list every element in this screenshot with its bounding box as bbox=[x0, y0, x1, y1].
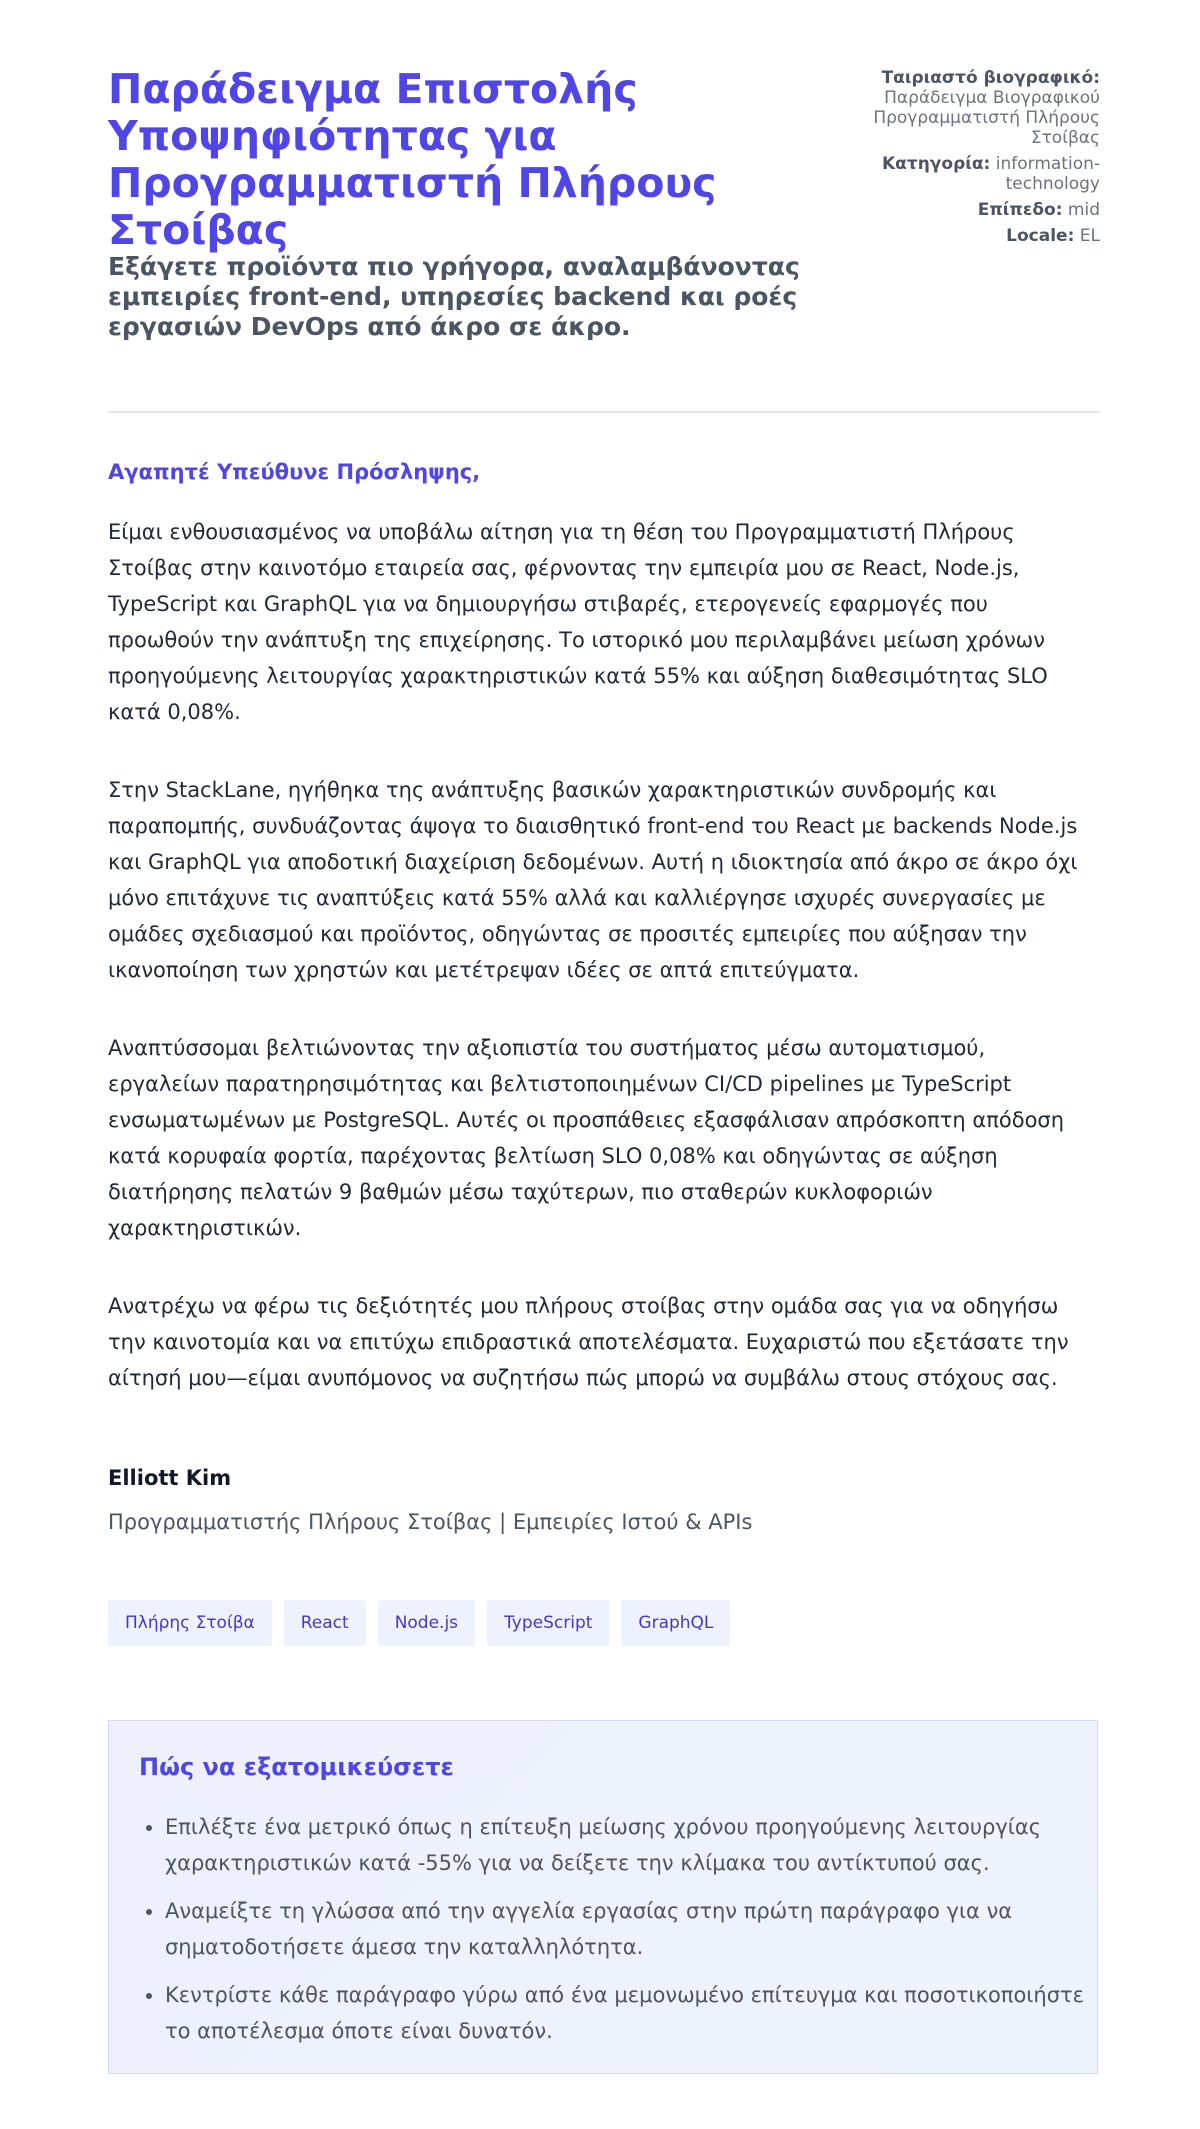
tag-graphql: GraphQL bbox=[621, 1600, 730, 1646]
letter-paragraph: Είμαι ενθουσιασμένος να υποβάλω αίτηση για τη θέση του Προγραμματιστή Πλήρους Στοίβας στην καινοτόμο εταιρεία σας, φέρνοντας την εμπειρία μου σε React, Node.js, TypeScript και GraphQL για να δημιουργήσω στιβαρές, ετερογενείς εφαρμογές που προωθούν την ανάπτυξη της επιχείρησης. Το ιστορικό μου περιλαμβάνει μείωση χρόνων προηγούμενης λειτουργίας χαρακτηριστικών κατά 55% και αύξηση διαθεσιμότητας SLO κατά 0,08%. bbox=[108, 520, 1048, 724]
tips-list-item: • Επιλέξτε ένα μετρικό όπως η επίτευξη μείωσης χρόνου προηγούμενης λειτουργίας χαρακτηριστικών κατά -55% για να δείξετε την κλίμακα του αντίκτυπού σας. bbox=[165, 1809, 1085, 1881]
page-subtitle: Εξάγετε προϊόντα πιο γρήγορα, αναλαμβάνοντας εμπειρίες front-end, υπηρεσίες backend και ροές εργασιών DevOps από άκρο σε άκρο. bbox=[108, 252, 800, 341]
page-title: Παράδειγμα Επιστολής Υποψηφιότητας για Προγραμματιστή Πλήρους Στοίβας bbox=[108, 65, 717, 254]
signature-name: Elliott Kim bbox=[108, 1466, 232, 1490]
meta-category-value: information-technology bbox=[995, 154, 1100, 194]
meta-category bbox=[840, 154, 1100, 194]
tag-nodejs: Node.js bbox=[378, 1600, 475, 1646]
meta-resume-value: Παράδειγμα Βιογραφικού Προγραμματιστή Πλήρους Στοίβας bbox=[873, 88, 1100, 148]
tips-list bbox=[139, 1809, 1085, 2061]
meta-level-value: mid bbox=[1067, 200, 1100, 220]
meta-locale-label: Locale: bbox=[1006, 226, 1075, 246]
letter-paragraph: Στην StackLane, ηγήθηκα της ανάπτυξης βασικών χαρακτηριστικών συνδρομής και παραπομπής, συνδυάζοντας άψογα το διαισθητικό front-end του React με backends Node.js και GraphQL για αποδοτική διαχείριση δεδομένων. Αυτή η ιδιοκτησία από άκρο σε άκρο όχι μόνο επιτάχυνε τις αναπτύξεις κατά 55% αλλά και καλλιέργησε ισχυρές συνεργασίες με ομάδες σχεδιασμού και προϊόντος, οδηγώντας σε προσιτές εμπειρίες που αύξησαν την ικανοποίηση των χρηστών και μετέτρεψαν ιδέες σε απτά επιτεύγματα. bbox=[108, 778, 1078, 982]
meta-resume bbox=[840, 68, 1100, 148]
meta-panel bbox=[840, 68, 1100, 252]
tag-typescript: TypeScript bbox=[487, 1600, 609, 1646]
tips-heading: Πώς να εξατομικεύσετε bbox=[139, 1753, 454, 1781]
tips-list-item: • Αναμείξτε τη γλώσσα από την αγγελία εργασίας στην πρώτη παράγραφο για να σηματοδοτήσετε άμεσα την καταλληλότητα. bbox=[165, 1893, 1085, 1965]
letter-header bbox=[108, 66, 1100, 413]
tag-full-stack: Πλήρης Στοίβα bbox=[108, 1600, 272, 1646]
letter-paragraph: Αναπτύσσομαι βελτιώνοντας την αξιοπιστία του συστήματος μέσω αυτοματισμού, εργαλείων παρατηρησιμότητας και βελτιστοποιημένων CI/CD pipelines με TypeScript ενσωματωμένων με PostgreSQL. Αυτές οι προσπάθειες εξασφάλισαν απρόσκοπτη απόδοση κατά κορυφαία φορτία, παρέχοντας βελτίωση SLO 0,08% και οδηγώντας σε αύξηση διατήρησης πελατών 9 βαθμών μέσω ταχύτερων, πιο σταθερών κυκλοφοριών χαρακτηριστικών. bbox=[108, 1036, 1065, 1240]
meta-locale-value: EL bbox=[1079, 226, 1100, 246]
meta-level bbox=[840, 200, 1100, 220]
letter-paragraph: Ανατρέχω να φέρω τις δεξιότητές μου πλήρους στοίβας στην ομάδα σας για να οδηγήσω την καινοτομία και να επιτύχω επιδραστικά αποτελέσματα. Ευχαριστώ που εξετάσατε την αίτησή μου—είμαι ανυπόμονος να συζητήσω πώς μπορώ να συμβάλω στους στόχους σας. bbox=[108, 1294, 1069, 1390]
skill-tags bbox=[108, 1600, 730, 1646]
signature-title: Προγραμματιστής Πλήρους Στοίβας | Εμπειρίες Ιστού & APIs bbox=[108, 1510, 753, 1534]
customization-tips-box bbox=[108, 1720, 1098, 2074]
meta-level-label: Επίπεδο: bbox=[977, 200, 1063, 220]
meta-resume-label: Ταιριαστό βιογραφικό: bbox=[881, 68, 1100, 88]
meta-category-label: Κατηγορία: bbox=[882, 154, 991, 174]
meta-locale bbox=[840, 226, 1100, 246]
letter-greeting: Αγαπητέ Υπεύθυνε Πρόσληψης, bbox=[108, 460, 481, 484]
tips-list-item: • Κεντρίστε κάθε παράγραφο γύρω από ένα μεμονωμένο επίτευγμα και ποσοτικοποιήστε το αποτέλεσμα όποτε είναι δυνατόν. bbox=[165, 1977, 1085, 2049]
tag-react: React bbox=[284, 1600, 366, 1646]
